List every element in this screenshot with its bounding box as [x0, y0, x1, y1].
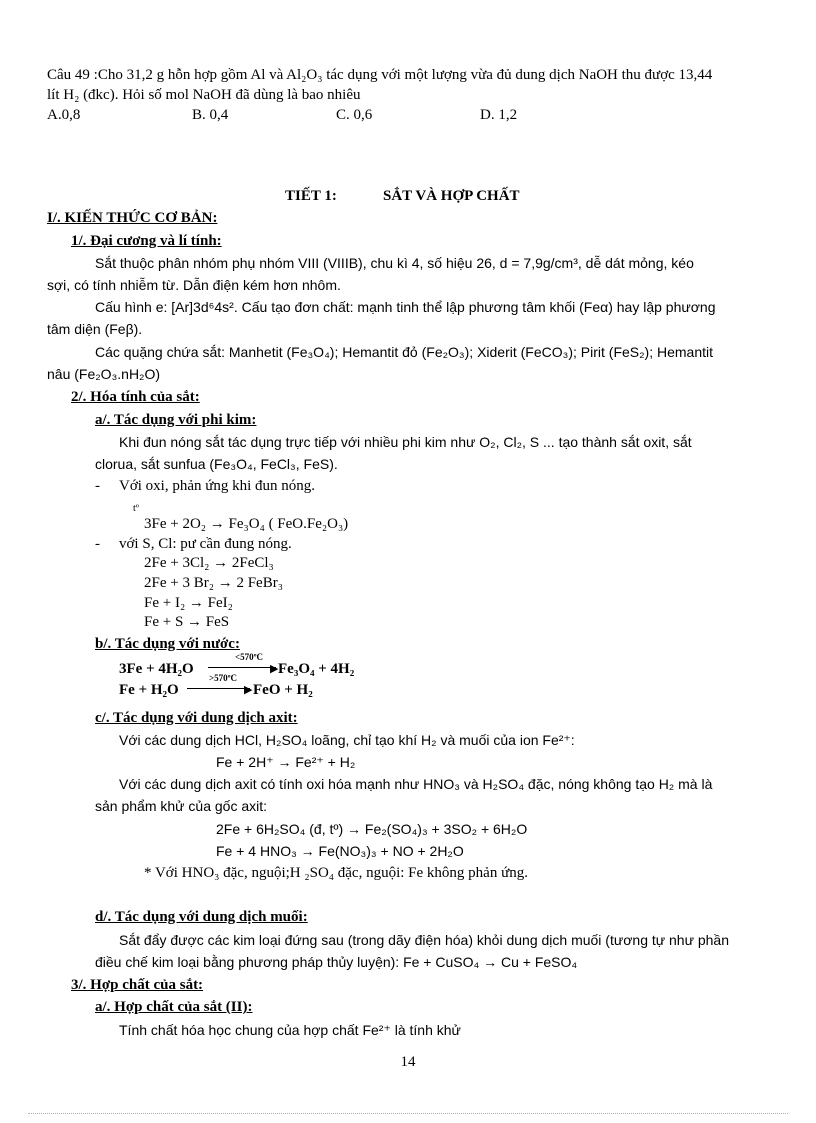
question-line-1: Câu 49 :Cho 31,2 g hỗn hợp gồm Al và Al₂O₃ tác dụng với một lượng vừa đủ dung dịch NaOH thu được 13,44 [47, 67, 713, 83]
paragraph-line: Với các dung dịch HCl, H₂SO₄ loãng, chỉ tạo khí H₂ và muối của ion Fe²⁺: [119, 732, 575, 748]
reaction-arrow-head: ▶ [244, 684, 253, 696]
paragraph-line: clorua, sắt sunfua (Fe₃O₄, FeCl₃, FeS). [95, 456, 338, 472]
heading-with-acid: c/. Tác dụng với dung dịch axit: [95, 710, 298, 726]
heading-with-salt: d/. Tác dụng với dung dịch muối: [95, 909, 308, 925]
option-c: C. 0,6 [336, 107, 373, 123]
question-line-2: lít H₂ (đkc). Hỏi số mol NaOH đã dùng là bao nhiêu [47, 87, 361, 103]
equation: 2Fe + 3 Br₂ → 2 FeBr₃ [144, 575, 283, 591]
section-heading-basics: I/. KIẾN THỨC CƠ BẢN: [47, 210, 218, 226]
reaction-condition: >570ºC [208, 673, 238, 683]
subsection-heading-chemistry: 2/. Hóa tính của sắt: [71, 389, 200, 405]
equation-left: Fe + H₂O [119, 682, 179, 698]
reaction-arrow-line [208, 667, 276, 668]
paragraph-line: Sắt thuộc phân nhóm phụ nhóm VIII (VIIIB), chu kì 4, số hiệu 26, d = 7,9g/cm³, dễ dát mỏng, kéo [95, 255, 694, 271]
heading-with-water: b/. Tác dụng với nước: [95, 636, 240, 652]
heading-with-nonmetals: a/. Tác dụng với phi kim: [95, 412, 257, 428]
equation: 2Fe + 6H₂SO₄ (đ, tº) → Fe₂(SO₄)₃ + 3SO₂ + 6H₂O [216, 821, 528, 837]
option-d: D. 1,2 [480, 107, 518, 123]
option-a: A.0,8 [47, 107, 81, 123]
heading-iron-ii: a/. Hợp chất của sắt (II): [95, 999, 253, 1015]
page-number: 14 [400, 1054, 416, 1070]
equation-right: FeO + H₂ [253, 682, 313, 698]
note: * Với HNO₃ đặc, nguội;H ₂SO₄ đặc, nguội: Fe không phản ứng. [144, 865, 528, 881]
equation: Fe + I₂ → FeI₂ [144, 595, 233, 611]
paragraph-line: Cấu hình e: [Ar]3d⁶4s². Cấu tạo đơn chất: mạnh tinh thể lập phương tâm khối (Feα) hay lập phương [95, 299, 716, 315]
paragraph-line: điều chế kim loại bằng phương pháp thủy luyện): Fe + CuSO₄ → Cu + FeSO₄ [95, 954, 578, 970]
equation: 3Fe + 2O₂ → Fe₃O₄ ( FeO.Fe₂O₃) [144, 516, 349, 532]
bullet-dash: - [95, 536, 100, 552]
equation: Fe + 4 HNO₃ → Fe(NO₃)₃ + NO + 2H₂O [216, 843, 464, 859]
equation: Fe + S → FeS [144, 614, 230, 630]
lesson-label: TIẾT 1: [285, 188, 337, 204]
option-b: B. 0,4 [192, 107, 229, 123]
lesson-topic: SẮT VÀ HỢP CHẤT [383, 188, 520, 204]
heat-condition-label: tº [133, 503, 139, 514]
bullet-dash: - [95, 478, 100, 494]
paragraph-line: tâm diện (Feβ). [47, 321, 143, 337]
paragraph-line: Tính chất hóa học chung của hợp chất Fe²⁺ là tính khử [119, 1022, 461, 1038]
reaction-condition: <570ºC [234, 652, 264, 662]
paragraph-line: sản phẩm khử của gốc axit: [95, 798, 268, 814]
subsection-heading-general: 1/. Đại cương và lí tính: [71, 233, 222, 249]
paragraph-line: Các quặng chứa sắt: Manhetit (Fe₃O₄); Hemantit đỏ (Fe₂O₃); Xiderit (FeCO₃); Pirit (FeS₂); Hemantit [95, 344, 714, 360]
equation-right: Fe₃O₄ + 4H₂ [278, 661, 355, 677]
reaction-arrow-line [187, 688, 250, 689]
bullet-text: với S, Cl: pư cần đung nóng. [119, 536, 292, 552]
equation: 2Fe + 3Cl₂ → 2FeCl₃ [144, 555, 274, 571]
reaction-arrow-head: ▶ [270, 663, 279, 675]
bullet-text: Với oxi, phản ứng khi đun nóng. [119, 478, 316, 494]
paragraph-line: nâu (Fe₂O₃.nH₂O) [47, 366, 161, 382]
equation: Fe + 2H⁺ → Fe²⁺ + H₂ [216, 754, 356, 770]
equation-left: 3Fe + 4H₂O [119, 661, 194, 677]
subsection-heading-compounds: 3/. Hợp chất của sắt: [71, 977, 204, 993]
paragraph-line: sợi, có tính nhiễm từ. Dẫn điện kém hơn nhôm. [47, 277, 341, 293]
paragraph-line: Với các dung dịch axit có tính oxi hóa mạnh như HNO₃ và H₂SO₄ đặc, nóng không tạo H₂ mà là [119, 776, 713, 792]
paragraph-line: Sắt đẩy được các kim loại đứng sau (trong dãy điện hóa) khỏi dung dịch muối (tương tự như phần [119, 932, 729, 948]
paragraph-line: Khi đun nóng sắt tác dụng trực tiếp với nhiều phi kim như O₂, Cl₂, S ... tạo thành sắt oxit, sắt [119, 434, 692, 450]
footer-divider [28, 1113, 788, 1114]
